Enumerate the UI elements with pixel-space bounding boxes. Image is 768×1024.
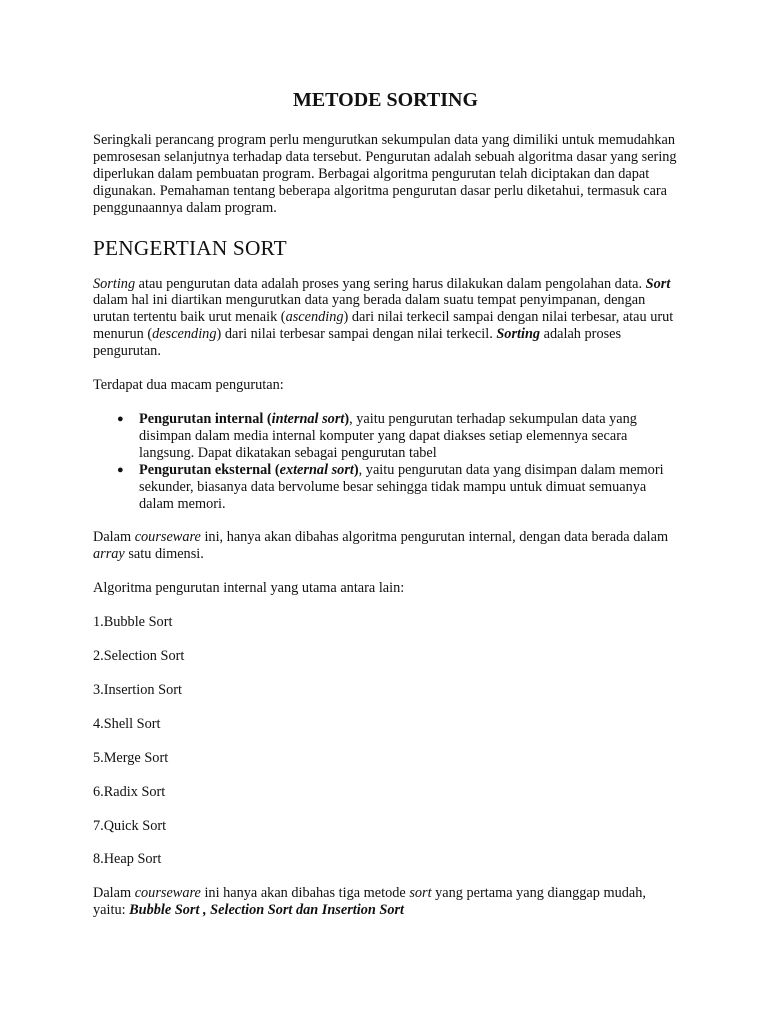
- algorithms-intro: Algoritma pengurutan internal yang utama antara lain:: [93, 580, 405, 597]
- closing-text-c: yang pertama yang dianggap mudah, yaitu:: [93, 885, 646, 919]
- term-sort: Sort: [645, 275, 671, 292]
- closing-emphasis: Bubble Sort , Selection Sort dan Insertion Sort: [129, 902, 405, 919]
- closing-text-b: ini hanya akan dibahas tiga metode: [200, 885, 410, 902]
- term-sorting: Sorting: [93, 275, 136, 292]
- list-item: 1.Bubble Sort: [93, 614, 173, 631]
- list-item: 5.Merge Sort: [93, 749, 169, 766]
- term-descending: descending: [152, 326, 217, 343]
- list-item: [117, 410, 678, 462]
- bullet-bold-a: Pengurutan internal (: [139, 410, 272, 427]
- courseware-text-c: satu dimensi.: [124, 546, 204, 563]
- definition-text-c: ) dari nilai terkecil sampai dengan nilai terbesar, atau urut menurun (: [93, 309, 674, 343]
- types-intro: Terdapat dua macam pengurutan:: [93, 377, 284, 394]
- definition-text-e: adalah proses pengurutan.: [93, 326, 622, 360]
- courseware-text-b: ini, hanya akan dibahas algoritma pengurutan internal, dengan data berada dalam: [200, 529, 669, 546]
- bullet-bold-a: Pengurutan eksternal (: [139, 461, 280, 478]
- bullet-bold-italic: external sort: [279, 461, 354, 478]
- bullet-text: , yaitu pengurutan terhadap sekumpulan data yang disimpan dalam media internal komputer yang dapat diakses setiap elemennya secara langsung. Dapat dikatakan sebagai pengurutan tabel: [139, 410, 637, 461]
- list-item: [117, 461, 678, 513]
- term-array: array: [93, 546, 125, 563]
- bullet-text: , yaitu pengurutan data yang disimpan dalam memori sekunder, biasanya data bervolume besar sehingga tidak mampu untuk dimuat semuanya dalam memori.: [139, 461, 664, 512]
- list-item: 3.Insertion Sort: [93, 681, 182, 698]
- list-item: 8.Heap Sort: [93, 851, 162, 868]
- bullet-icon: ●: [117, 412, 124, 425]
- document-title: METODE SORTING: [292, 89, 479, 111]
- term-sorting-2: Sorting: [496, 326, 541, 343]
- bullet-bold-b: ): [344, 410, 350, 427]
- closing-text-a: Dalam: [93, 885, 135, 902]
- definition-paragraph: [93, 276, 678, 361]
- courseware-paragraph: [93, 529, 678, 563]
- term-courseware-2: courseware: [134, 885, 201, 902]
- closing-paragraph: [93, 885, 678, 919]
- definition-text-d: ) dari nilai terbesar sampai dengan nilai terkecil.: [216, 326, 497, 343]
- courseware-text-a: Dalam: [93, 529, 135, 546]
- list-item: 2.Selection Sort: [93, 648, 185, 665]
- definition-text-b: dalam hal ini diartikan mengurutkan data yang berada dalam suatu tempat penyimpanan, dengan urutan tertentu baik urut menaik (: [93, 292, 646, 326]
- list-item: 7.Quick Sort: [93, 817, 167, 834]
- bullet-bold-italic: internal sort: [271, 410, 345, 427]
- sort-types-list: [93, 411, 678, 512]
- list-item: 6.Radix Sort: [93, 783, 166, 800]
- term-ascending: ascending: [285, 309, 344, 326]
- list-item: 4.Shell Sort: [93, 715, 161, 732]
- algorithm-list: [93, 614, 678, 868]
- definition-text-a: atau pengurutan data adalah proses yang sering harus dilakukan dalam pengolahan data.: [135, 275, 646, 292]
- bullet-bold-b: ): [353, 461, 359, 478]
- term-sort-2: sort: [409, 885, 432, 902]
- bullet-icon: ●: [117, 463, 124, 476]
- section-heading: PENGERTIAN SORT: [93, 235, 287, 260]
- term-courseware: courseware: [134, 529, 201, 546]
- intro-paragraph: Seringkali perancang program perlu mengurutkan sekumpulan data yang dimiliki untuk memudahkan pemrosesan selanjutnya terhadap data tersebut. Pengurutan adalah sebuah algoritma dasar yang sering diperlukan dalam pembuatan program. Berbagai algoritma pengurutan telah diciptakan dan dapat digunakan. Pemahaman tentang beberapa algoritma pengurutan dasar perlu diketahui, termasuk cara penggunaannya dalam program.: [93, 132, 677, 216]
